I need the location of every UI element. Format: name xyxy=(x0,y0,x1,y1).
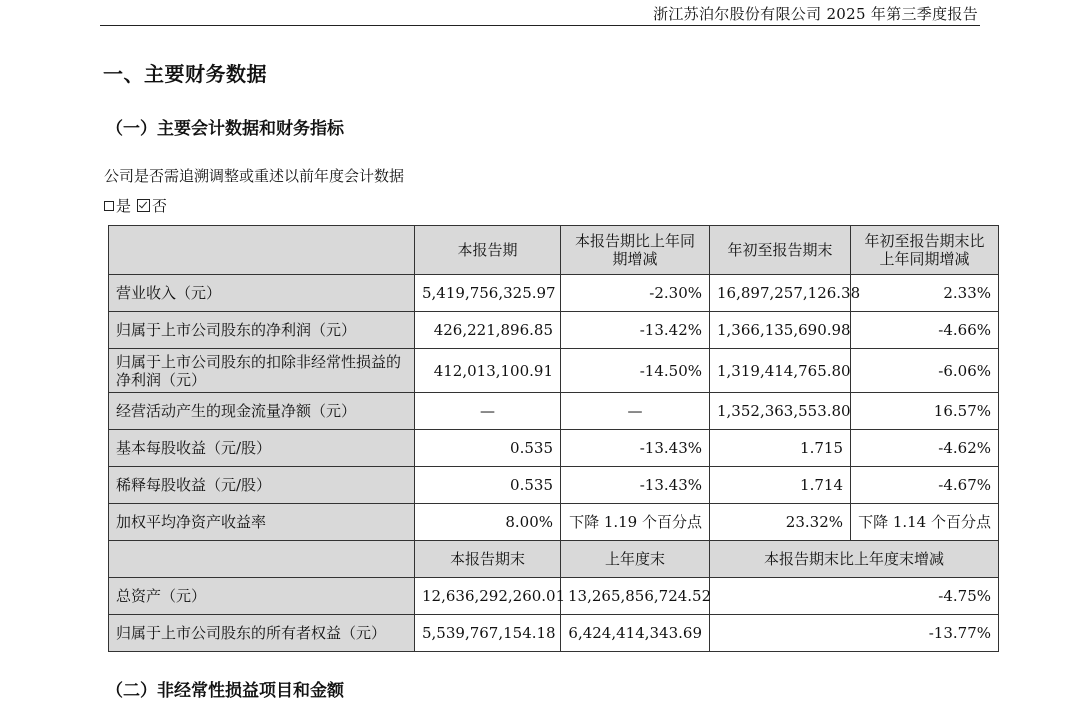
header-cell xyxy=(109,226,415,275)
subheader-cell: 本报告期末 xyxy=(415,541,561,578)
subsection-title-2: （二）非经常性损益项目和金额 xyxy=(106,681,344,701)
subheader-cell xyxy=(109,541,415,578)
header-cell: 本报告期 xyxy=(415,226,561,275)
cell-current: 0.535 xyxy=(415,430,561,467)
cell-ytd: 1,352,363,553.80 xyxy=(710,393,851,430)
cell-ytd-yoy: -6.06% xyxy=(851,349,999,393)
cell-current: 412,013,100.91 xyxy=(415,349,561,393)
cell-current: 5,419,756,325.97 xyxy=(415,275,561,312)
cell-ytd-yoy: -4.62% xyxy=(851,430,999,467)
subheader-cell: 上年度末 xyxy=(561,541,710,578)
row-label: 加权平均净资产收益率 xyxy=(109,504,415,541)
cell-yoy: -13.43% xyxy=(561,467,710,504)
header-cell: 本报告期比上年同期增减 xyxy=(561,226,710,275)
yes-checkbox-icon xyxy=(104,201,114,211)
cell-current: 426,221,896.85 xyxy=(415,312,561,349)
cell-period-end: 5,539,767,154.18 xyxy=(415,615,561,652)
restatement-question: 公司是否需追溯调整或重述以前年度会计数据 xyxy=(104,167,405,185)
section-title: 一、主要财务数据 xyxy=(103,62,267,86)
cell-current: 8.00% xyxy=(415,504,561,541)
row-label: 归属于上市公司股东的所有者权益（元） xyxy=(109,615,415,652)
table-row xyxy=(109,467,999,504)
no-checkbox-checked-icon xyxy=(137,199,150,212)
no-label: 否 xyxy=(152,197,168,215)
row-label: 归属于上市公司股东的净利润（元） xyxy=(109,312,415,349)
header-rule xyxy=(100,25,980,26)
header-cell: 年初至报告期末比上年同期增减 xyxy=(851,226,999,275)
table-row xyxy=(109,578,999,615)
row-label: 基本每股收益（元/股） xyxy=(109,430,415,467)
cell-ytd: 16,897,257,126.38 xyxy=(710,275,851,312)
cell-ytd: 1,319,414,765.80 xyxy=(710,349,851,393)
row-label: 归属于上市公司股东的扣除非经常性损益的净利润（元） xyxy=(109,349,415,393)
cell-period-end: 12,636,292,260.01 xyxy=(415,578,561,615)
cell-change: -4.75% xyxy=(710,578,999,615)
table-row xyxy=(109,504,999,541)
table-row xyxy=(109,430,999,467)
row-label: 总资产（元） xyxy=(109,578,415,615)
row-label: 营业收入（元） xyxy=(109,275,415,312)
subsection-title-1: （一）主要会计数据和财务指标 xyxy=(106,119,344,139)
cell-ytd-yoy: -4.66% xyxy=(851,312,999,349)
yes-label: 是 xyxy=(116,197,132,215)
cell-ytd: 23.32% xyxy=(710,504,851,541)
cell-current: — xyxy=(415,393,561,430)
cell-ytd: 1.714 xyxy=(710,467,851,504)
running-header-title: 浙江苏泊尔股份有限公司 2025 年第三季度报告 xyxy=(653,5,978,23)
header-cell: 年初至报告期末 xyxy=(710,226,851,275)
table-header-row xyxy=(109,226,999,275)
running-header xyxy=(0,0,1080,26)
table-row xyxy=(109,349,999,393)
cell-change: -13.77% xyxy=(710,615,999,652)
table-row xyxy=(109,615,999,652)
cell-prior-year-end: 13,265,856,724.52 xyxy=(561,578,710,615)
cell-ytd: 1.715 xyxy=(710,430,851,467)
cell-current: 0.535 xyxy=(415,467,561,504)
restatement-answer xyxy=(104,195,167,216)
subheader-cell: 本报告期末比上年度末增减 xyxy=(710,541,999,578)
table-row xyxy=(109,393,999,430)
financial-data-table xyxy=(108,225,999,652)
cell-ytd: 1,366,135,690.98 xyxy=(710,312,851,349)
cell-yoy: 下降 1.19 个百分点 xyxy=(561,504,710,541)
cell-ytd-yoy: -4.67% xyxy=(851,467,999,504)
cell-yoy: -2.30% xyxy=(561,275,710,312)
cell-ytd-yoy: 2.33% xyxy=(851,275,999,312)
cell-ytd-yoy: 16.57% xyxy=(851,393,999,430)
cell-yoy: — xyxy=(561,393,710,430)
cell-yoy: -13.42% xyxy=(561,312,710,349)
row-label: 经营活动产生的现金流量净额（元） xyxy=(109,393,415,430)
table-row xyxy=(109,275,999,312)
table-row xyxy=(109,312,999,349)
cell-prior-year-end: 6,424,414,343.69 xyxy=(561,615,710,652)
table-subheader-row xyxy=(109,541,999,578)
cell-yoy: -13.43% xyxy=(561,430,710,467)
cell-yoy: -14.50% xyxy=(561,349,710,393)
row-label: 稀释每股收益（元/股） xyxy=(109,467,415,504)
cell-ytd-yoy: 下降 1.14 个百分点 xyxy=(851,504,999,541)
